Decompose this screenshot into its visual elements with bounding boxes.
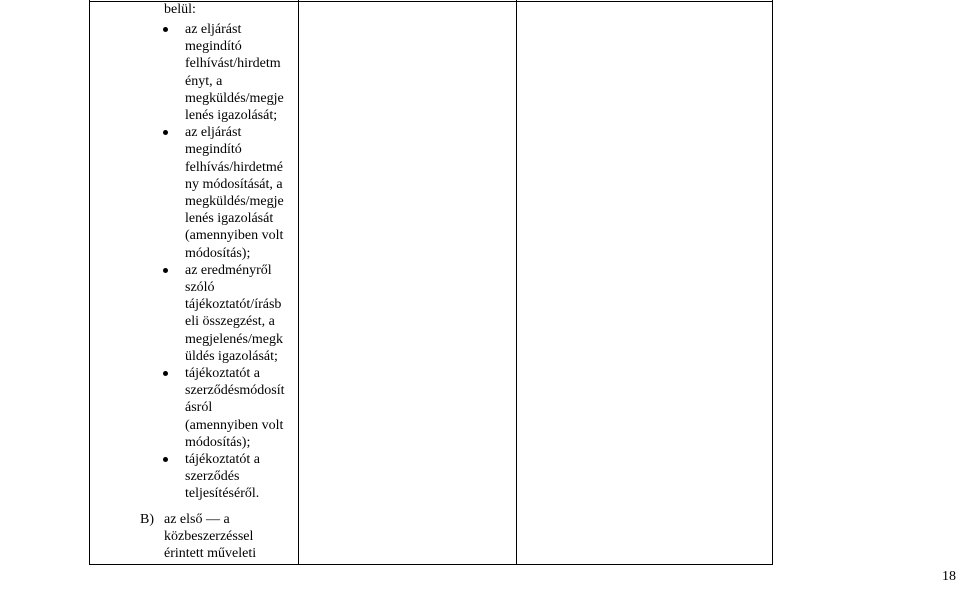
list-item-line: megküldés/megje bbox=[185, 194, 284, 209]
bullet-icon bbox=[163, 27, 168, 32]
list-item-line: tájékoztatót a bbox=[185, 452, 261, 467]
bullet-icon bbox=[163, 457, 168, 462]
list-item-line: lenés igazolását bbox=[185, 211, 274, 227]
bullet-icon bbox=[163, 268, 168, 273]
list-item-line: tájékoztatót/írásb bbox=[185, 297, 282, 313]
list-item-line: teljesítéséről. bbox=[185, 486, 260, 502]
list-item-text bbox=[185, 124, 315, 262]
list-item-line: tájékoztatót a bbox=[185, 366, 261, 381]
table-bottom-border bbox=[89, 564, 773, 565]
list-item-text bbox=[185, 21, 315, 124]
list-item-line: üldés igazolását; bbox=[185, 348, 278, 364]
list-item-line: ny módosítását, a bbox=[185, 176, 283, 192]
list-item-line: megküldés/megje bbox=[185, 90, 284, 106]
b-marker: B) bbox=[140, 512, 154, 527]
list-item-line: lenés igazolását; bbox=[185, 108, 278, 124]
list-item-line: felhívás/hirdetmé bbox=[185, 159, 283, 175]
table-col-border bbox=[772, 0, 773, 565]
list-item-text bbox=[185, 365, 315, 451]
b-item-text bbox=[164, 511, 304, 563]
b-line: érintett műveleti bbox=[164, 546, 257, 562]
bullet-icon bbox=[163, 371, 168, 376]
table-col-border bbox=[89, 0, 90, 565]
list-item-line: felhívást/hirdetm bbox=[185, 56, 281, 72]
list-item-line: ásról bbox=[185, 400, 213, 416]
list-item-line: módosítás); bbox=[185, 434, 251, 450]
list-item-text bbox=[185, 262, 315, 365]
list-item-line: szóló bbox=[185, 280, 215, 295]
list-item-line: szerződésmódosít bbox=[185, 383, 285, 399]
b-line: az első — a bbox=[164, 512, 230, 527]
list-item-line: az eljárást bbox=[185, 22, 242, 37]
list-item-line: eli összegzést, a bbox=[185, 314, 275, 330]
list-item-line: ényt, a bbox=[185, 73, 223, 89]
list-item-text bbox=[185, 451, 315, 503]
page-number: 18 bbox=[942, 569, 956, 584]
list-item-line: az eredményről bbox=[185, 262, 272, 278]
list-item-line: (amennyiben volt bbox=[185, 417, 284, 433]
table-col-border bbox=[516, 0, 517, 565]
b-line: közbeszerzéssel bbox=[164, 529, 254, 545]
cell-heading: belül: bbox=[164, 2, 196, 17]
list-item-line: megjelenés/megk bbox=[185, 331, 283, 347]
list-item-line: megindító bbox=[185, 39, 242, 55]
list-item-line: módosítás); bbox=[185, 245, 251, 261]
list-item-line: szerződés bbox=[185, 469, 240, 485]
list-item-line: az eljárást bbox=[185, 125, 242, 141]
list-item-line: megindító bbox=[185, 142, 242, 158]
list-item-line: (amennyiben volt bbox=[185, 228, 284, 244]
